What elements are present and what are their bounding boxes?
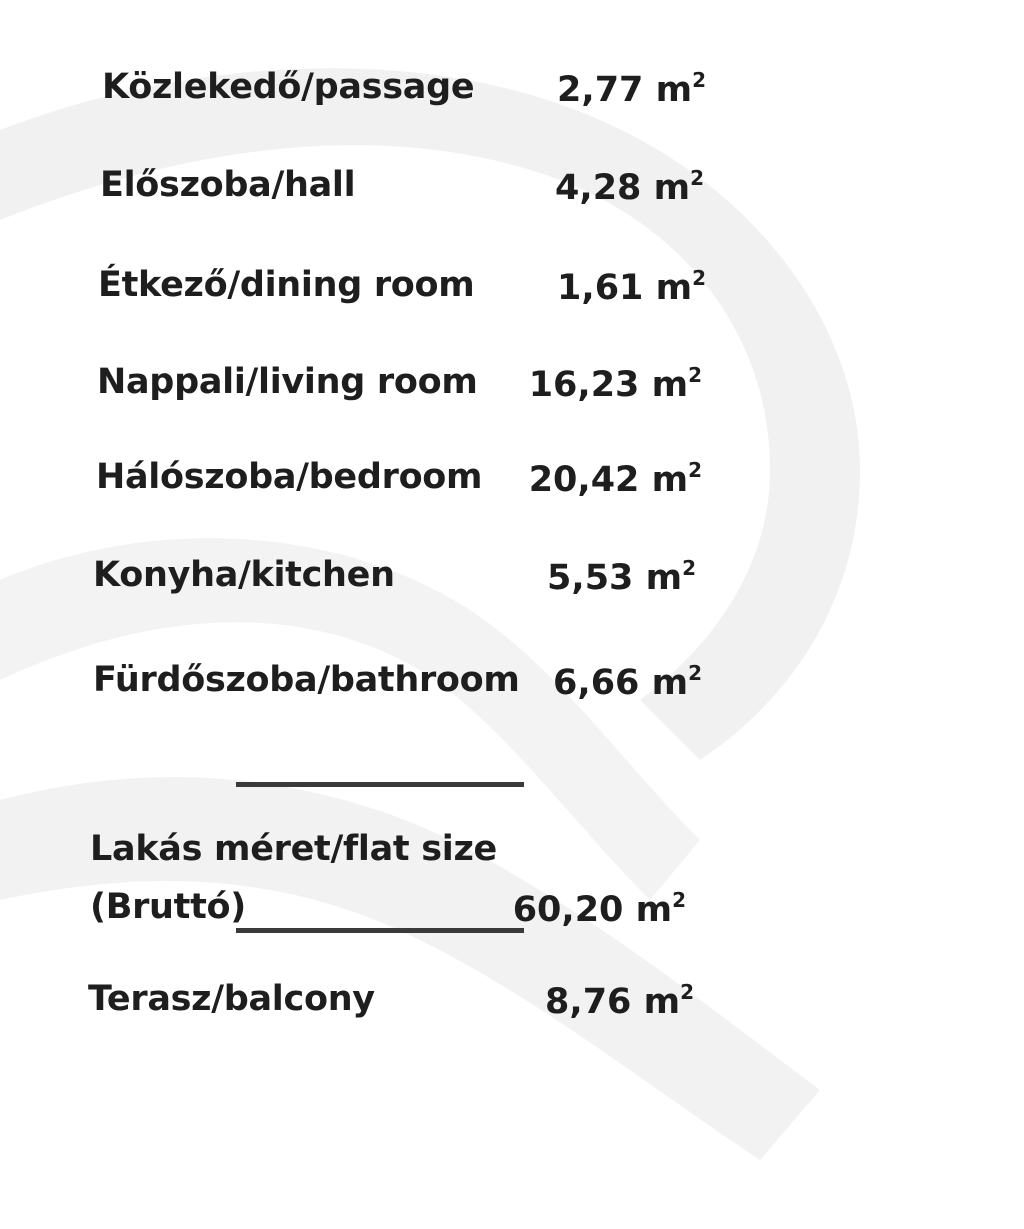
area-unit: m (651, 365, 689, 405)
room-area-bedroom (529, 460, 702, 498)
room-area-hall (555, 168, 704, 206)
area-unit: m (635, 890, 673, 930)
balcony-area (545, 982, 694, 1020)
room-area-kitchen (547, 558, 696, 596)
room-label-hall: Előszoba/hall (100, 165, 356, 205)
area-unit: m (643, 982, 681, 1022)
area-value: 4,28 (555, 168, 642, 208)
area-unit: m (651, 663, 689, 703)
area-unit: m (651, 460, 689, 500)
area-unit-exponent: 2 (688, 363, 702, 387)
area-unit-exponent: 2 (672, 888, 686, 912)
area-value: 20,42 (528, 460, 640, 500)
flat-size-label-line2: (Bruttó) (90, 887, 246, 927)
area-unit-exponent: 2 (692, 68, 706, 92)
room-area-dining-room (557, 268, 706, 306)
area-value: 5,53 (547, 558, 634, 598)
room-label-living-room: Nappali/living room (97, 362, 478, 402)
divider-line (236, 782, 524, 787)
area-unit-exponent: 2 (688, 661, 702, 685)
area-value: 2,77 (557, 70, 644, 110)
area-unit-exponent: 2 (692, 266, 706, 290)
area-unit-exponent: 2 (688, 458, 702, 482)
area-unit: m (645, 558, 683, 598)
area-unit: m (655, 268, 693, 308)
room-area-living-room (529, 365, 702, 403)
room-label-bedroom: Hálószoba/bedroom (96, 457, 483, 497)
area-value: 6,66 (553, 663, 640, 703)
area-unit-exponent: 2 (690, 166, 704, 190)
balcony-label: Terasz/balcony (88, 979, 375, 1019)
room-label-dining-room: Étkező/dining room (98, 265, 475, 305)
room-label-bathroom: Fürdőszoba/bathroom (93, 660, 520, 700)
area-unit: m (653, 168, 691, 208)
area-value: 60,20 (512, 890, 624, 930)
room-area-passage (557, 70, 706, 108)
flat-size-area (513, 890, 686, 928)
flat-size-label-line1: Lakás méret/flat size (90, 829, 497, 869)
room-label-passage: Közlekedő/passage (102, 67, 475, 107)
area-unit-exponent: 2 (680, 980, 694, 1004)
flat-size-underline (236, 928, 524, 933)
room-label-kitchen: Konyha/kitchen (93, 555, 395, 595)
area-unit-exponent: 2 (682, 556, 696, 580)
area-value: 8,76 (545, 982, 632, 1022)
room-area-bathroom (553, 663, 702, 701)
area-unit: m (655, 70, 693, 110)
area-value: 1,61 (557, 268, 644, 308)
area-value: 16,23 (528, 365, 640, 405)
